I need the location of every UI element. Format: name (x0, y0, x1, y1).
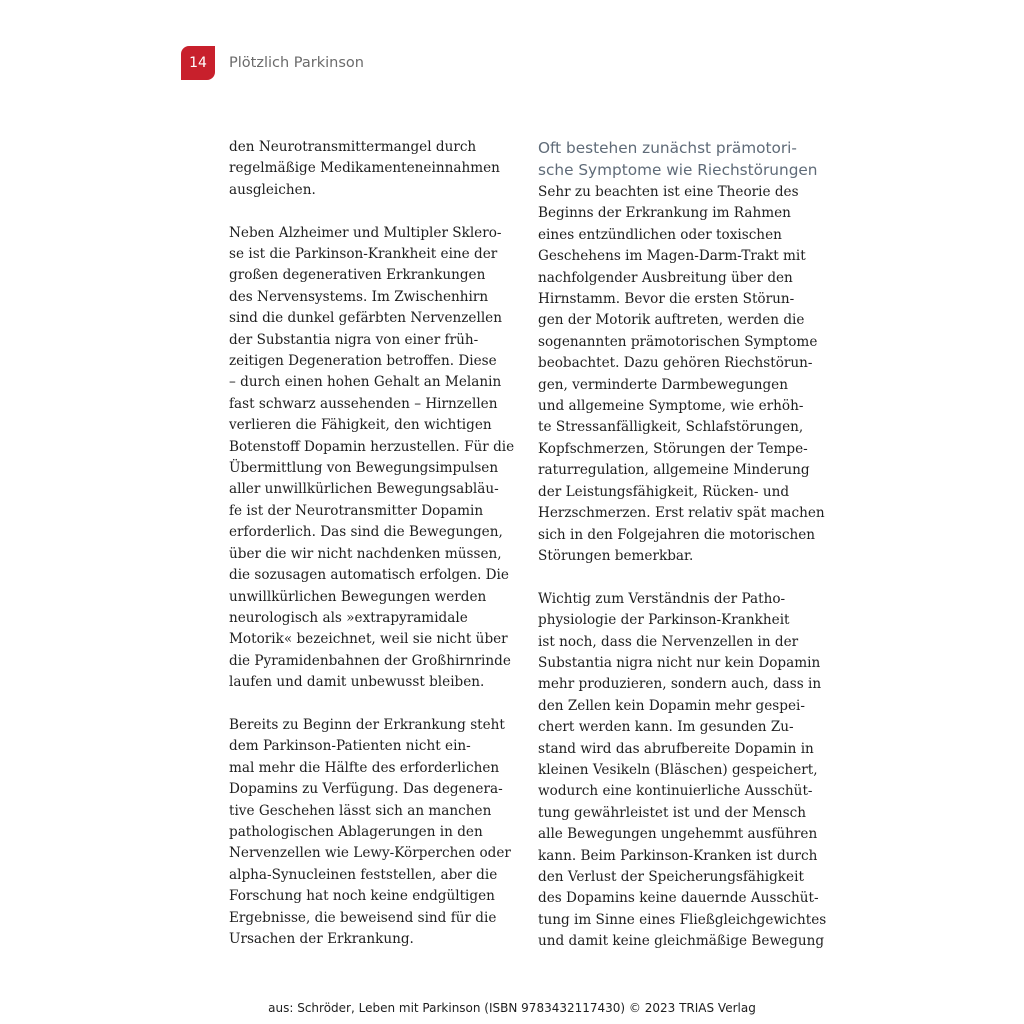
text-line: stand wird das abrufbereite Dopamin in (538, 740, 814, 757)
text-line: Forschung hat noch keine endgültigen (229, 888, 495, 905)
text-line: Störungen bemerkbar. (538, 547, 694, 564)
text-line: den Neurotransmittermangel durch (229, 139, 477, 155)
text-line: nachfolgender Ausbreitung über den (538, 269, 793, 286)
text-line: über die wir nicht nachdenken müssen, (229, 545, 502, 562)
text-line: Übermittlung von Bewegungsimpulsen (229, 460, 499, 477)
text-line: sind die dunkel gefärbten Nervenzellen (229, 310, 502, 327)
text-line: tung gewährleistet ist und der Mensch (538, 804, 807, 821)
text-line: der Leistungsfähigkeit, Rücken- und (538, 483, 790, 500)
text-line: Ergebnisse, die beweisend sind für die (229, 909, 497, 926)
text-line: erforderlich. Das sind die Bewegungen, (229, 524, 503, 541)
text-line: alpha-Synucleinen feststellen, aber die (229, 866, 498, 883)
text-line: sich in den Folgejahren die motorischen (538, 526, 816, 543)
text-line: – durch einen hohen Gehalt an Melanin (229, 374, 502, 391)
text-line: großen degenerativen Erkrankungen (229, 267, 486, 284)
text-line: laufen und damit unbewusst bleiben. (229, 674, 485, 691)
text-line: Wichtig zum Verständnis der Patho- (538, 590, 786, 607)
text-line: die Pyramidenbahnen der Großhirnrinde (229, 652, 511, 669)
subheading-line: sche Symptome wie Riechstörungen (538, 161, 818, 179)
text-line: mehr produzieren, sondern auch, dass in (538, 676, 822, 693)
text-line: neurologisch als »extrapyramidale (229, 609, 468, 626)
text-line: raturregulation, allgemeine Minderung (538, 462, 810, 479)
text-line: ist noch, dass die Nervenzellen in der (538, 633, 799, 650)
text-line: gen der Motorik auftreten, werden die (538, 312, 805, 329)
paragraph (229, 223, 519, 694)
text-line: die sozusagen automatisch erfolgen. Die (229, 567, 509, 584)
text-line: des Nervensystems. Im Zwischenhirn (229, 288, 489, 305)
text-line: Substantia nigra nicht nur kein Dopamin (538, 654, 821, 671)
text-line: und damit keine gleichmäßige Bewegung (538, 933, 825, 950)
running-title: Plötzlich Parkinson (229, 55, 364, 71)
footer-citation: aus: Schröder, Leben mit Parkinson (ISBN 9783432117430) © 2023 TRIAS Verlag (268, 1001, 756, 1015)
text-line: des Dopamins keine dauernde Ausschüt- (538, 890, 819, 907)
text-line: aller unwillkürlichen Bewegungsabläu- (229, 481, 499, 498)
text-line: Bereits zu Beginn der Erkrankung steht (229, 716, 505, 733)
text-line: beobachtet. Dazu gehören Riechstörun- (538, 355, 813, 372)
text-line: Geschehens im Magen-Darm-Trakt mit (538, 248, 806, 265)
page-header (181, 46, 364, 80)
section-subheading (538, 137, 828, 181)
text-line: eines entzündlichen oder toxischen (538, 226, 782, 243)
text-line: regelmäßige Medikamenteneinnahmen (229, 160, 500, 177)
text-line: tung im Sinne eines Fließgleichgewichtes (538, 911, 827, 928)
text-line: fast schwarz aussehenden – Hirnzellen (229, 395, 498, 412)
left-column (229, 137, 519, 972)
text-line: zeitigen Degeneration betroffen. Diese (229, 353, 497, 370)
text-line: Botenstoff Dopamin herzustellen. Für die (229, 438, 515, 455)
text-line: se ist die Parkinson-Krankheit eine der (229, 246, 498, 263)
text-line: den Zellen kein Dopamin mehr gespei- (538, 697, 805, 714)
text-line: sogenannten prämotorischen Symptome (538, 333, 818, 350)
text-line: Nervenzellen wie Lewy-Körperchen oder (229, 845, 511, 862)
text-line: dem Parkinson-Patienten nicht ein- (229, 738, 471, 755)
right-column (538, 137, 828, 974)
text-line: kann. Beim Parkinson-Kranken ist durch (538, 847, 818, 864)
text-line: ausgleichen. (229, 181, 316, 198)
text-line: Hirnstamm. Bevor die ersten Störun- (538, 291, 795, 308)
text-line: fe ist der Neurotransmitter Dopamin (229, 502, 484, 519)
paragraph (229, 137, 519, 201)
text-line: pathologischen Ablagerungen in den (229, 823, 483, 840)
text-line: Dopamins zu Verfügung. Das degenera- (229, 781, 503, 798)
text-line: alle Bewegungen ungehemmt ausführen (538, 826, 818, 843)
text-line: physiologie der Parkinson-Krankheit (538, 612, 790, 629)
text-line: Ursachen der Erkrankung. (229, 931, 414, 947)
text-line: der Substantia nigra von einer früh- (229, 331, 479, 348)
text-line: unwillkürlichen Bewegungen werden (229, 588, 487, 605)
text-line: tive Geschehen lässt sich an manchen (229, 802, 492, 819)
text-line: Herzschmerzen. Erst relativ spät machen (538, 505, 825, 522)
text-line: Motorik« bezeichnet, weil sie nicht über (229, 631, 508, 648)
text-line: und allgemeine Symptome, wie erhöh- (538, 398, 804, 415)
text-line: Neben Alzheimer und Multipler Sklero- (229, 224, 502, 241)
text-line: chert werden kann. Im gesunden Zu- (538, 719, 794, 736)
text-line: den Verlust der Speicherungsfähigkeit (538, 868, 804, 885)
text-line: Kopfschmerzen, Störungen der Tempe- (538, 440, 808, 457)
subheading-line: Oft bestehen zunächst prämotori- (538, 139, 797, 157)
paragraph (538, 589, 828, 953)
text-line: te Stressanfälligkeit, Schlafstörungen, (538, 419, 804, 436)
paragraph (229, 715, 519, 950)
paragraph (538, 182, 828, 567)
text-line: mal mehr die Hälfte des erforderlichen (229, 759, 500, 776)
text-line: kleinen Vesikeln (Bläschen) gespeichert, (538, 761, 818, 778)
text-line: Sehr zu beachten ist eine Theorie des (538, 184, 799, 200)
text-line: wodurch eine kontinuierliche Ausschüt- (538, 783, 813, 800)
page-number: 14 (181, 46, 215, 80)
text-line: gen, verminderte Darmbewegungen (538, 376, 788, 393)
text-line: Beginns der Erkrankung im Rahmen (538, 205, 791, 222)
text-line: verlieren die Fähigkeit, den wichtigen (229, 417, 492, 434)
